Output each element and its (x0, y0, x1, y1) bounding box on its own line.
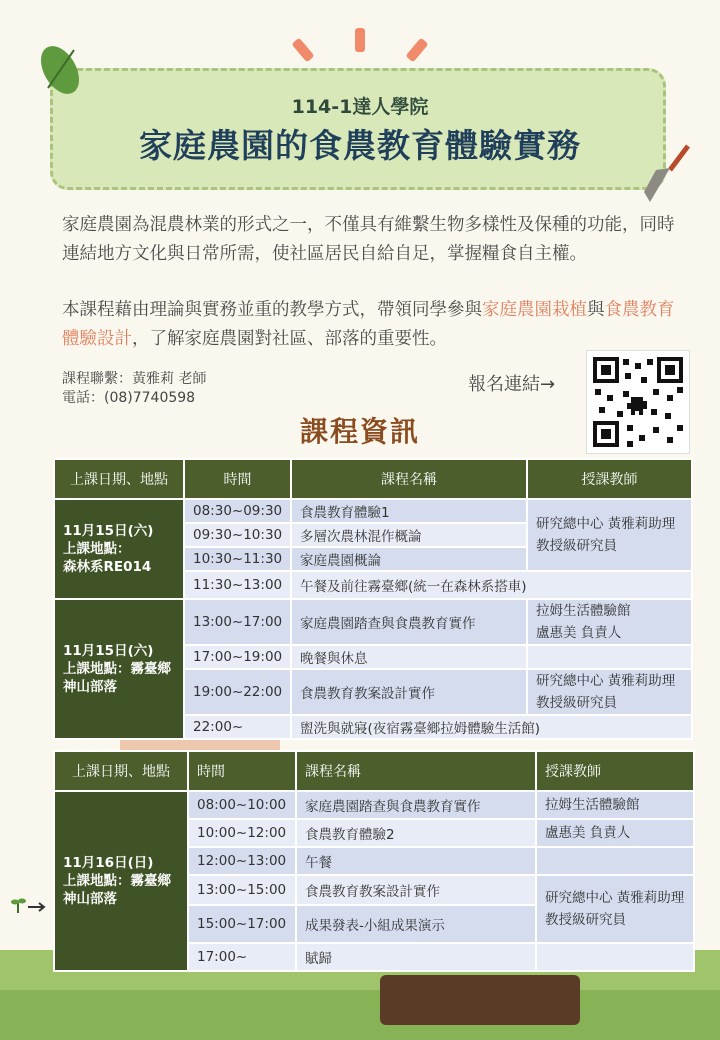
course-cell: 食農教育教案設計實作 (296, 875, 536, 905)
time-cell: 13:00~17:00 (184, 599, 291, 645)
teacher-cell: 研究總中心 黃雅莉助理教授級研究員 (527, 669, 692, 715)
sprout-arrow-icon (10, 895, 50, 919)
grass-illustration-front (0, 990, 720, 1040)
course-cell: 家庭農園踏查與食農教育實作 (291, 599, 527, 645)
teacher-cell: 拉姆生活體驗館 (536, 791, 694, 819)
teacher-cell-empty (527, 645, 692, 669)
table-row (54, 791, 694, 819)
section-title: 課程資訊 (299, 415, 420, 448)
teacher-cell: 盧惠美 負責人 (536, 819, 694, 847)
table-row (54, 599, 692, 645)
location-cell: 11月15日(六) 上課地點：霧臺鄉 神山部落 (54, 599, 184, 739)
contact-phone: 電話：(08)7740598 (62, 390, 196, 406)
time-cell: 09:30~10:30 (184, 523, 291, 547)
header-time: 時間 (188, 751, 296, 791)
course-cell: 食農教育體驗2 (296, 819, 536, 847)
time-cell: 11:30~13:00 (184, 571, 291, 599)
teacher-cell: 研究總中心 黃雅莉助理教授級研究員 (527, 499, 692, 571)
table-row (54, 499, 692, 523)
course-cell: 賦歸 (296, 943, 536, 971)
schedule-table-day1 (53, 458, 693, 740)
course-cell: 晚餐與休息 (291, 645, 527, 669)
contact-person: 課程聯繫：黃雅莉 老師 (62, 371, 207, 387)
course-cell: 盥洗與就寢(夜宿霧臺鄉拉姆體驗生活館) (291, 715, 692, 739)
signup-link-label[interactable]: 報名連結→ (468, 374, 556, 395)
course-cell: 家庭農園踏查與食農教育實作 (296, 791, 536, 819)
decorative-dash (291, 38, 314, 63)
header-course: 課程名稱 (296, 751, 536, 791)
highlight-garden-planting: 家庭農園栽植 (482, 300, 587, 320)
teacher-cell-empty (536, 847, 694, 875)
intro-paragraph-1: 家庭農園為混農林業的形式之一，不僅具有維繫生物多樣性及保種的功能，同時連結地方文化與日常所需，使社區居民自給自足，掌握糧食自主權。 (62, 215, 675, 264)
course-cell: 多層次農林混作概論 (291, 523, 527, 547)
header-time: 時間 (184, 459, 291, 499)
header-teacher: 授課教師 (536, 751, 694, 791)
course-cell: 午餐及前往霧臺鄉(統一在森林系搭車) (291, 571, 692, 599)
teacher-cell-empty (536, 943, 694, 971)
time-cell: 22:00~ (184, 715, 291, 739)
teacher-cell: 研究總中心 黃雅莉助理教授級研究員 (536, 875, 694, 943)
header-date-location: 上課日期、地點 (54, 459, 184, 499)
decorative-dash (405, 38, 428, 63)
course-cell: 午餐 (296, 847, 536, 875)
time-cell: 08:00~10:00 (188, 791, 296, 819)
time-cell: 12:00~13:00 (188, 847, 296, 875)
course-cell: 成果發表-小組成果演示 (296, 905, 536, 943)
intro-paragraph-2: 本課程藉由理論與實務並重的教學方式，帶領同學參與家庭農園栽植與食農教育體驗設計，了解家庭農園對社區、部落的重要性。 (62, 300, 675, 349)
event-title: 家庭農園的食農教育體驗實務 (139, 126, 581, 165)
location-cell: 11月15日(六) 上課地點： 森林系RE014 (54, 499, 184, 599)
header-date-location: 上課日期、地點 (54, 751, 188, 791)
time-cell: 08:30~09:30 (184, 499, 291, 523)
teacher-cell: 拉姆生活體驗館 盧惠美 負責人 (527, 599, 692, 645)
time-cell: 17:00~ (188, 943, 296, 971)
header-teacher: 授課教師 (527, 459, 692, 499)
time-cell: 15:00~17:00 (188, 905, 296, 943)
course-cell: 食農教育教案設計實作 (291, 669, 527, 715)
time-cell: 10:00~12:00 (188, 819, 296, 847)
time-cell: 13:00~15:00 (188, 875, 296, 905)
highlight-food-education: 食農教育體驗設計 (62, 300, 675, 349)
time-cell: 10:30~11:30 (184, 547, 291, 571)
time-cell: 19:00~22:00 (184, 669, 291, 715)
time-cell: 17:00~19:00 (184, 645, 291, 669)
course-cell: 家庭農園概論 (291, 547, 527, 571)
leaf-icon (30, 40, 90, 100)
decorative-dash (355, 28, 365, 52)
course-cell: 食農教育體驗1 (291, 499, 527, 523)
contact-info (62, 370, 206, 408)
header-course: 課程名稱 (291, 459, 527, 499)
location-cell: 11月16日(日) 上課地點：霧臺鄉神山部落 (54, 791, 188, 971)
event-subtitle: 114-1達人學院 (291, 96, 429, 118)
schedule-table-day2 (53, 750, 695, 972)
garden-bed-illustration (380, 975, 580, 1025)
